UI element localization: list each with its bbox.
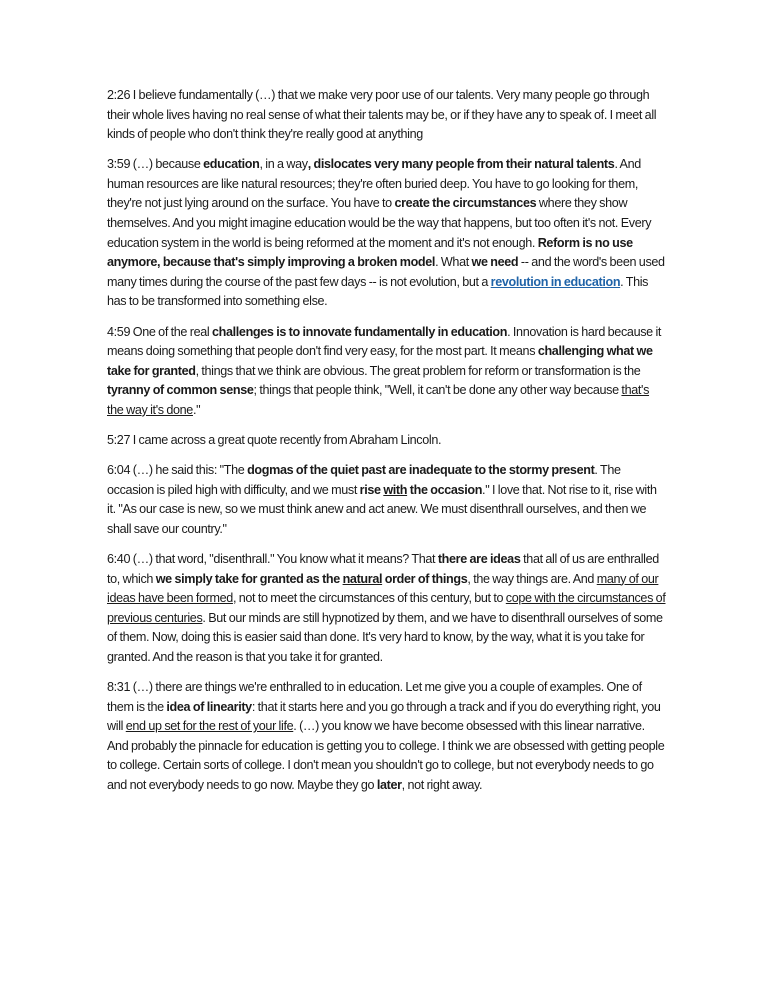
text-run: 5:27 I came across a great quote recently from Abraham Lincoln. xyxy=(107,433,442,447)
text-run: . This has to be transformed into something else. xyxy=(107,274,649,309)
text-run: . (…) you know we have become obsessed with this linear narrative. And probably the pinnacle for education is getting you to college. I think we are obsessed with getting people to college. Certain sorts of college. I don't mean you shouldn't go to college, but not everybody needs to go and not everybody needs to go now. Maybe they go xyxy=(107,719,665,792)
hyperlink[interactable]: revolution in education xyxy=(490,274,621,289)
bold-text: there are ideas xyxy=(437,551,521,566)
bold-text: tyranny of common sense xyxy=(107,383,254,398)
bold-text: the occasion xyxy=(407,482,483,497)
bold-text: we need xyxy=(471,255,519,270)
text-run: . The occasion is piled high with difficulty, and we must xyxy=(107,463,621,497)
text-run: ." I love that. Not rise to it, rise with it. "As our case is new, so we must think anew and act anew. We must disenthrall ourselves, and then we shall save our country." xyxy=(107,482,657,536)
text-run: ; things that people think, "Well, it can't be done any other way because xyxy=(253,383,622,398)
text-run: , in a way xyxy=(259,157,308,172)
bold-text: education xyxy=(203,157,260,172)
text-run: , not to meet the circumstances of this century, but to xyxy=(232,591,506,606)
bold-underlined-text: natural xyxy=(342,571,383,586)
transcript-paragraph xyxy=(107,86,667,145)
bold-text: , dislocates very many people from their natural talents xyxy=(307,157,615,172)
transcript-paragraph xyxy=(107,550,667,668)
bold-text: create the circumstances xyxy=(394,196,537,211)
text-run: 3:59 (…) because xyxy=(107,157,204,172)
text-run: 6:04 (…) he said this: "The xyxy=(107,463,248,478)
text-run: . Innovation is hard because it means doing something that people don't find very easy, for the most part. It means xyxy=(107,324,662,359)
bold-underlined-text: with xyxy=(383,482,408,497)
text-run: 2:26 I believe fundamentally (…) that we make very poor use of our talents. Very many people go through their whole lives having no real sense of what their talents may be, or if they have any to speak of. I meet all kinds of people who don't think they're really good at anything xyxy=(107,88,657,142)
text-run: where they show themselves. And you might imagine education would be the way that happens, but too often it's not. Every education system in the world is being reformed at the moment and it's not enough. xyxy=(107,196,652,250)
text-run: that all of us are enthralled to, which xyxy=(107,551,659,586)
text-run: : that it starts here and you go through a track and if you do everything right, you will xyxy=(107,699,661,734)
text-run: , the way things are. And xyxy=(467,571,597,586)
text-run: . What xyxy=(435,255,472,270)
text-run: 4:59 One of the real xyxy=(107,324,212,339)
bold-text: challenging what we take for granted xyxy=(107,344,653,378)
transcript-paragraph xyxy=(107,431,667,451)
bold-text: we simply take for granted as the xyxy=(155,571,343,586)
transcript-paragraph xyxy=(107,678,667,796)
text-run: , not right away. xyxy=(401,778,483,792)
underlined-text: cope with the circumstances of previous centuries xyxy=(107,591,666,625)
underlined-text: many of our ideas have been formed xyxy=(107,571,659,606)
transcript-paragraph xyxy=(107,461,667,539)
bold-text: Reform is no use anymore, because that's simply improving a broken model xyxy=(107,235,633,270)
text-run: . But our minds are still hypnotized by them, and we have to disenthrall ourselves of some of them. Now, doing this is easier said than done. It's very hard to know, by the way, what it is you take for granted. And the reason is that you take it for granted. xyxy=(107,610,663,664)
text-run: -- and the word's been used many times during the course of the past few days -- is not evolution, but a xyxy=(107,255,665,289)
transcript-paragraph xyxy=(107,323,667,421)
document-body xyxy=(107,86,667,806)
text-run: , things that we think are obvious. The great problem for reform or transformation is the xyxy=(195,363,641,378)
text-run: . And human resources are like natural resources; they're often buried deep. You have to go looking for them, they're not just lying around on the surface. You have to xyxy=(107,157,641,211)
text-run: 6:40 (…) that word, "disenthrall." You know what it means? That xyxy=(107,551,438,566)
bold-text: rise xyxy=(359,482,384,497)
bold-text: challenges is to innovate fundamentally in education xyxy=(211,324,508,339)
text-run: ." xyxy=(192,402,201,417)
underlined-text: end up set for the rest of your life xyxy=(125,719,294,734)
text-run: 8:31 (…) there are things we're enthralled to in education. Let me give you a couple of examples. One of them is the xyxy=(107,680,642,714)
bold-text: dogmas of the quiet past are inadequate to the stormy present xyxy=(247,463,595,478)
bold-text: order of things xyxy=(382,571,468,586)
bold-text: idea of linearity xyxy=(166,699,252,714)
underlined-text: that's the way it's done xyxy=(107,383,650,417)
bold-text: later xyxy=(376,778,402,792)
transcript-paragraph xyxy=(107,155,667,312)
